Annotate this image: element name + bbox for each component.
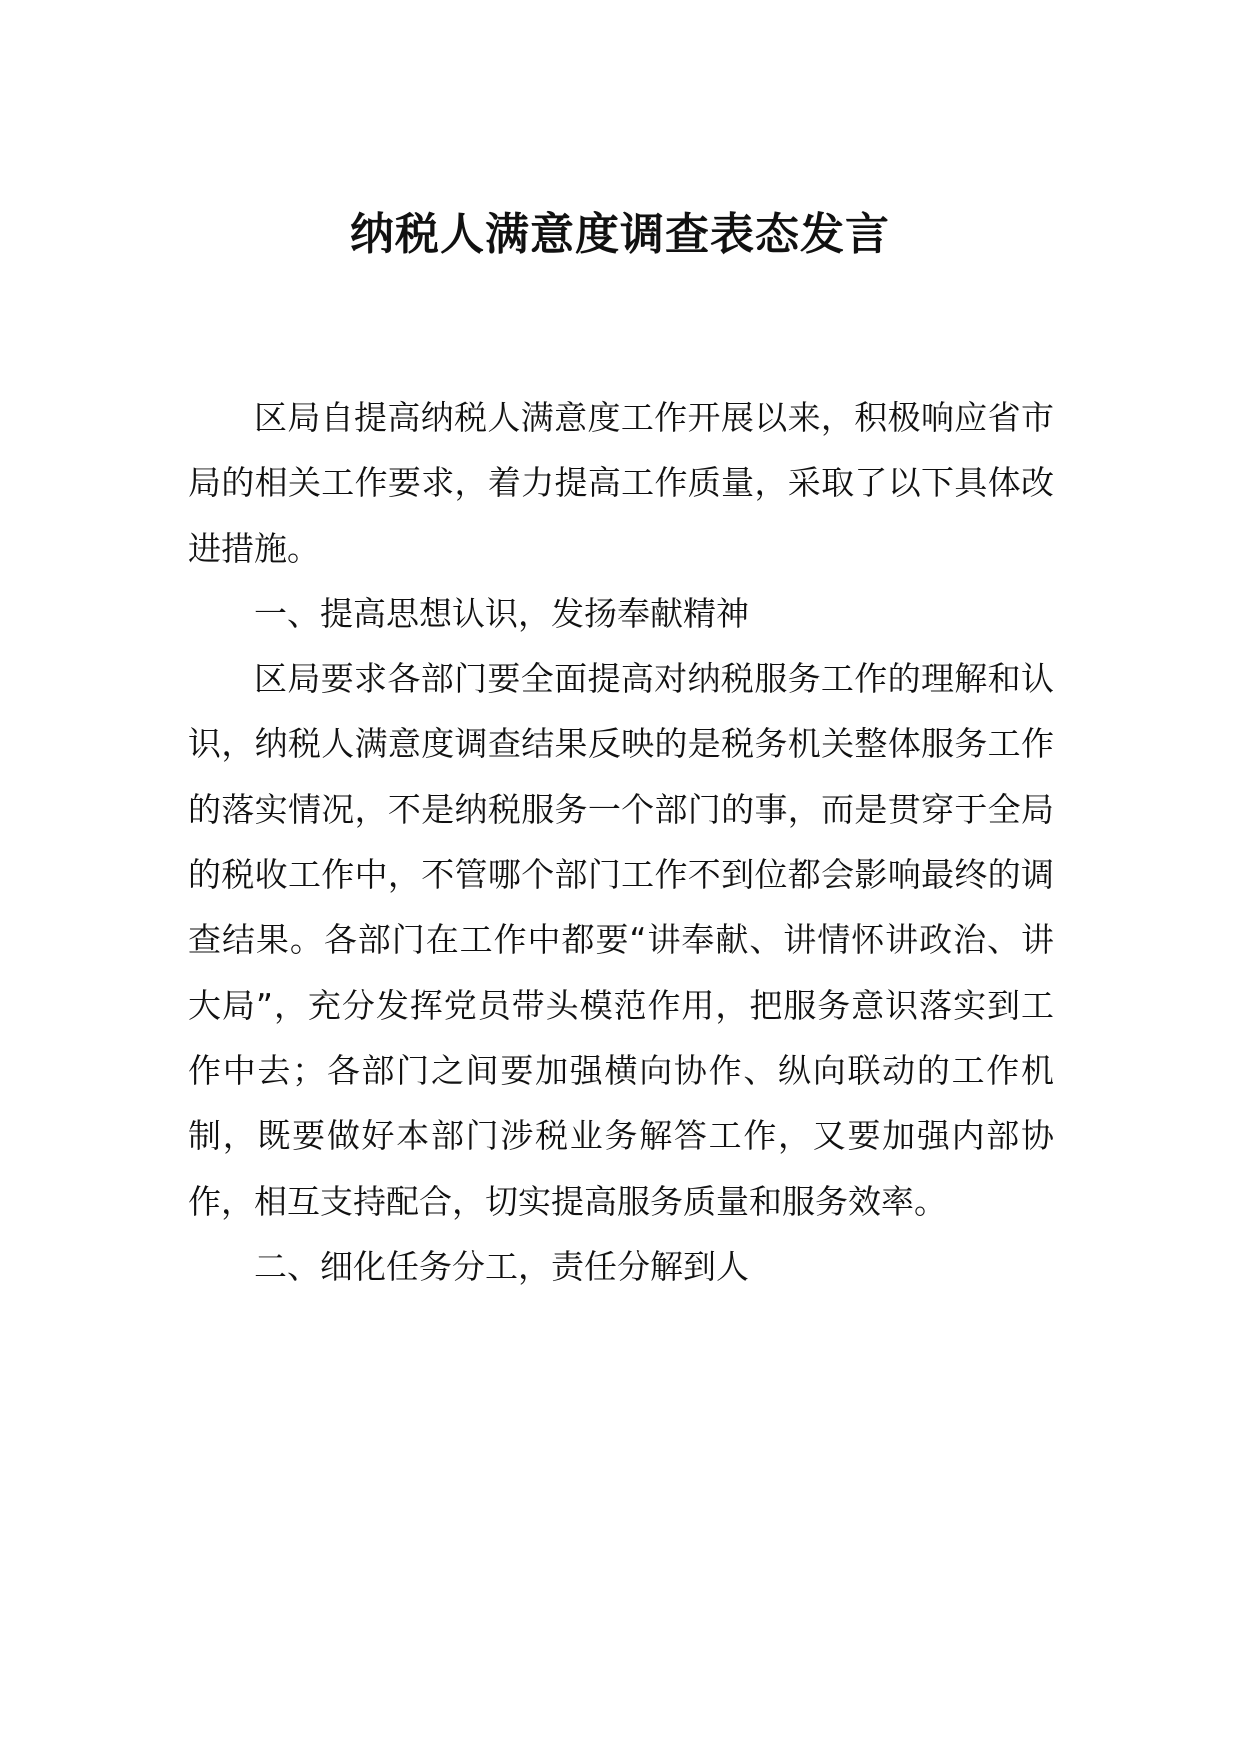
- section-heading-2: 二、细化任务分工，责任分解到人: [254, 1246, 749, 1286]
- intro-paragraph: 区局自提高纳税人满意度工作开展以来，积极响应省市局的相关工作要求，着力提高工作质量，采取了以下具体改进措施。: [188, 398, 1054, 568]
- section-paragraph-1: 区局要求各部门要全面提高对纳税服务工作的理解和认识，纳税人满意度调查结果反映的是税务机关整体服务工作的落实情况，不是纳税服务一个部门的事，而是贯穿于全局的税收工作中，不管哪个部门工作不到位都会影响最终的调查结果。各部门在工作中都要“讲奉献、讲情怀讲政治、讲大局”，充分发挥党员带头模范作用，把服务意识落实到工作中去；各部门之间要加强横向协作、纵向联动的工作机制，既要做好本部门涉税业务解答工作，又要加强内部协作，相互支持配合，切实提高服务质量和服务效率。: [188, 659, 1054, 1221]
- document-title: 纳税人满意度调查表态发言: [350, 209, 890, 260]
- section-heading-1: 一、提高思想认识，发扬奉献精神: [254, 593, 749, 633]
- document-body: [188, 385, 1054, 1299]
